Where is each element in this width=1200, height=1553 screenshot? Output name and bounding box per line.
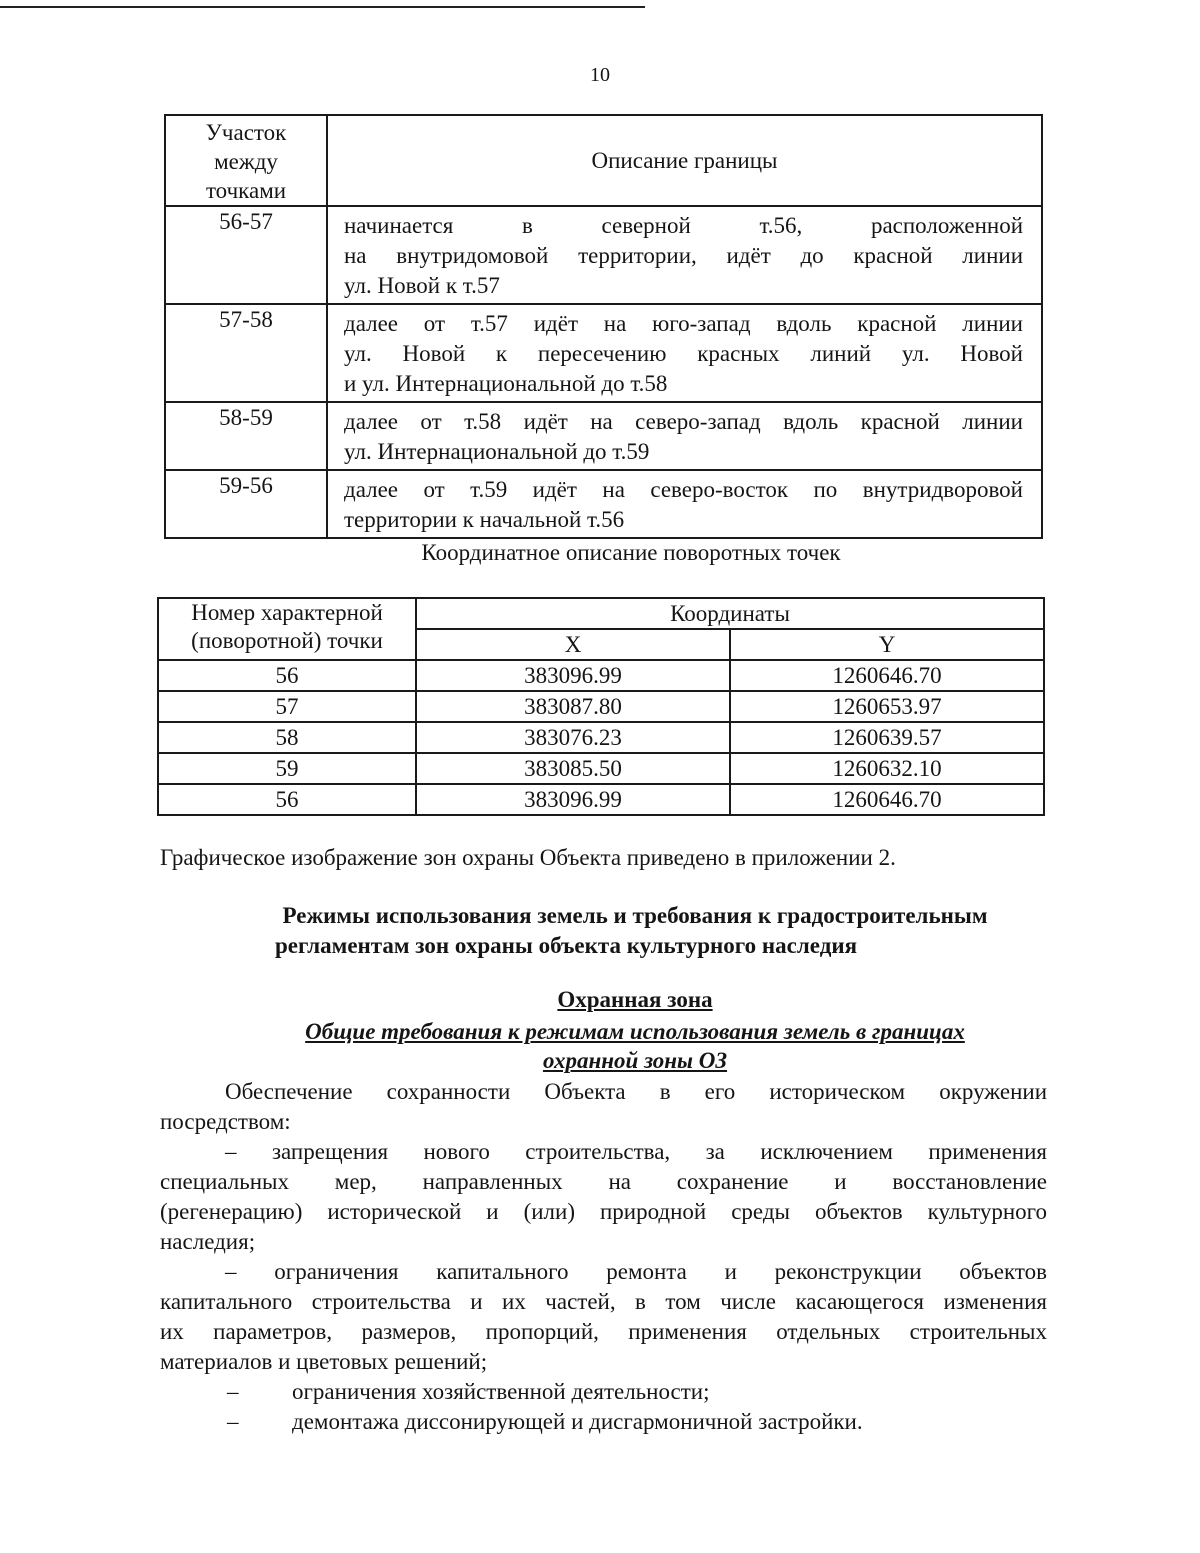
list-item: – ограничения хозяйственной деятельности; — [227, 1379, 710, 1404]
segment-id: 58-59 — [165, 402, 327, 470]
table-row — [165, 206, 1042, 304]
point-number: 56 — [158, 784, 416, 815]
table-row — [165, 402, 1042, 470]
table-row — [165, 304, 1042, 402]
coordinates-caption: Координатное описание поворотных точек — [421, 540, 841, 565]
table-row — [158, 753, 1044, 784]
table-row — [165, 470, 1042, 538]
point-number: 59 — [158, 753, 416, 784]
list-item: – ограничения капитального ремонта и реконструкции объектов капитального строительства и их частей, в том числе касающегося изменения их параметров, размеров, пропорций, применения отдельных строительных материалов и цветовых решений; — [160, 1259, 1047, 1374]
segment-description: далее от т.58 идёт на северо-запад вдоль красной линии ул. Интернациональной до т.59 — [327, 402, 1042, 470]
point-number: 56 — [158, 660, 416, 691]
table-row — [158, 784, 1044, 815]
description-header-cell: Описание границы — [327, 115, 1042, 206]
x-value: 383096.99 — [416, 660, 730, 691]
point-number: 57 — [158, 691, 416, 722]
scan-edge-line — [0, 6, 645, 8]
segment-header-cell: Участок между точками — [165, 115, 327, 206]
page-number: 10 — [590, 64, 610, 86]
point-number: 58 — [158, 722, 416, 753]
zone-title: Охранная зона — [557, 987, 713, 1012]
x-value: 383096.99 — [416, 784, 730, 815]
list-item: – демонтажа диссонирующей и дисгармоничной застройки. — [227, 1409, 863, 1434]
x-value: 383087.80 — [416, 691, 730, 722]
y-value: 1260653.97 — [730, 691, 1044, 722]
segment-description: далее от т.57 идёт на юго-запад вдоль красной линии ул. Новой к пересечению красных линий ул. Новой и ул. Интернациональной до т.58 — [327, 304, 1042, 402]
x-value: 383085.50 — [416, 753, 730, 784]
segment-id: 57-58 — [165, 304, 327, 402]
x-header: X — [416, 629, 730, 660]
section-heading-line-2: регламентам зон охраны объекта культурного наследия — [275, 933, 858, 958]
segment-id: 56-57 — [165, 206, 327, 304]
boundary-segments-table — [164, 114, 1043, 539]
y-value: 1260646.70 — [730, 660, 1044, 691]
x-value: 383076.23 — [416, 722, 730, 753]
zone-subtitle-line-1: Общие требования к режимам использования земель в границах — [305, 1019, 965, 1044]
table-header-row — [158, 598, 1044, 629]
graphic-note: Графическое изображение зон охраны Объекта приведено в приложении 2. — [160, 845, 896, 870]
y-value: 1260646.70 — [730, 784, 1044, 815]
table-row — [158, 660, 1044, 691]
y-value: 1260639.57 — [730, 722, 1044, 753]
y-header: Y — [730, 629, 1044, 660]
intro-paragraph: Обеспечение сохранности Объекта в его историческом окружении посредством: — [160, 1079, 1047, 1134]
section-heading-line-1: Режимы использования земель и требования к градостроительным — [282, 903, 988, 928]
coordinates-header: Координаты — [416, 598, 1044, 629]
segment-description: далее от т.59 идёт на северо-восток по внутридворовой территории к начальной т.56 — [327, 470, 1042, 538]
segment-id: 59-56 — [165, 470, 327, 538]
segment-description: начинается в северной т.56, расположенной на внутридомовой территории, идёт до красной линии ул. Новой к т.57 — [327, 206, 1042, 304]
y-value: 1260632.10 — [730, 753, 1044, 784]
table-header-row — [165, 115, 1042, 206]
point-number-header: Номер характерной (поворотной) точки — [158, 598, 416, 660]
list-item: – запрещения нового строительства, за исключением применения специальных мер, направленных на сохранение и восстановление (регенерацию) исторической и (или) природной среды объектов культурного наследия; — [160, 1139, 1047, 1254]
table-row — [158, 691, 1044, 722]
table-row — [158, 722, 1044, 753]
zone-subtitle-line-2: охранной зоны ОЗ — [542, 1048, 728, 1073]
coordinates-table — [157, 597, 1045, 816]
